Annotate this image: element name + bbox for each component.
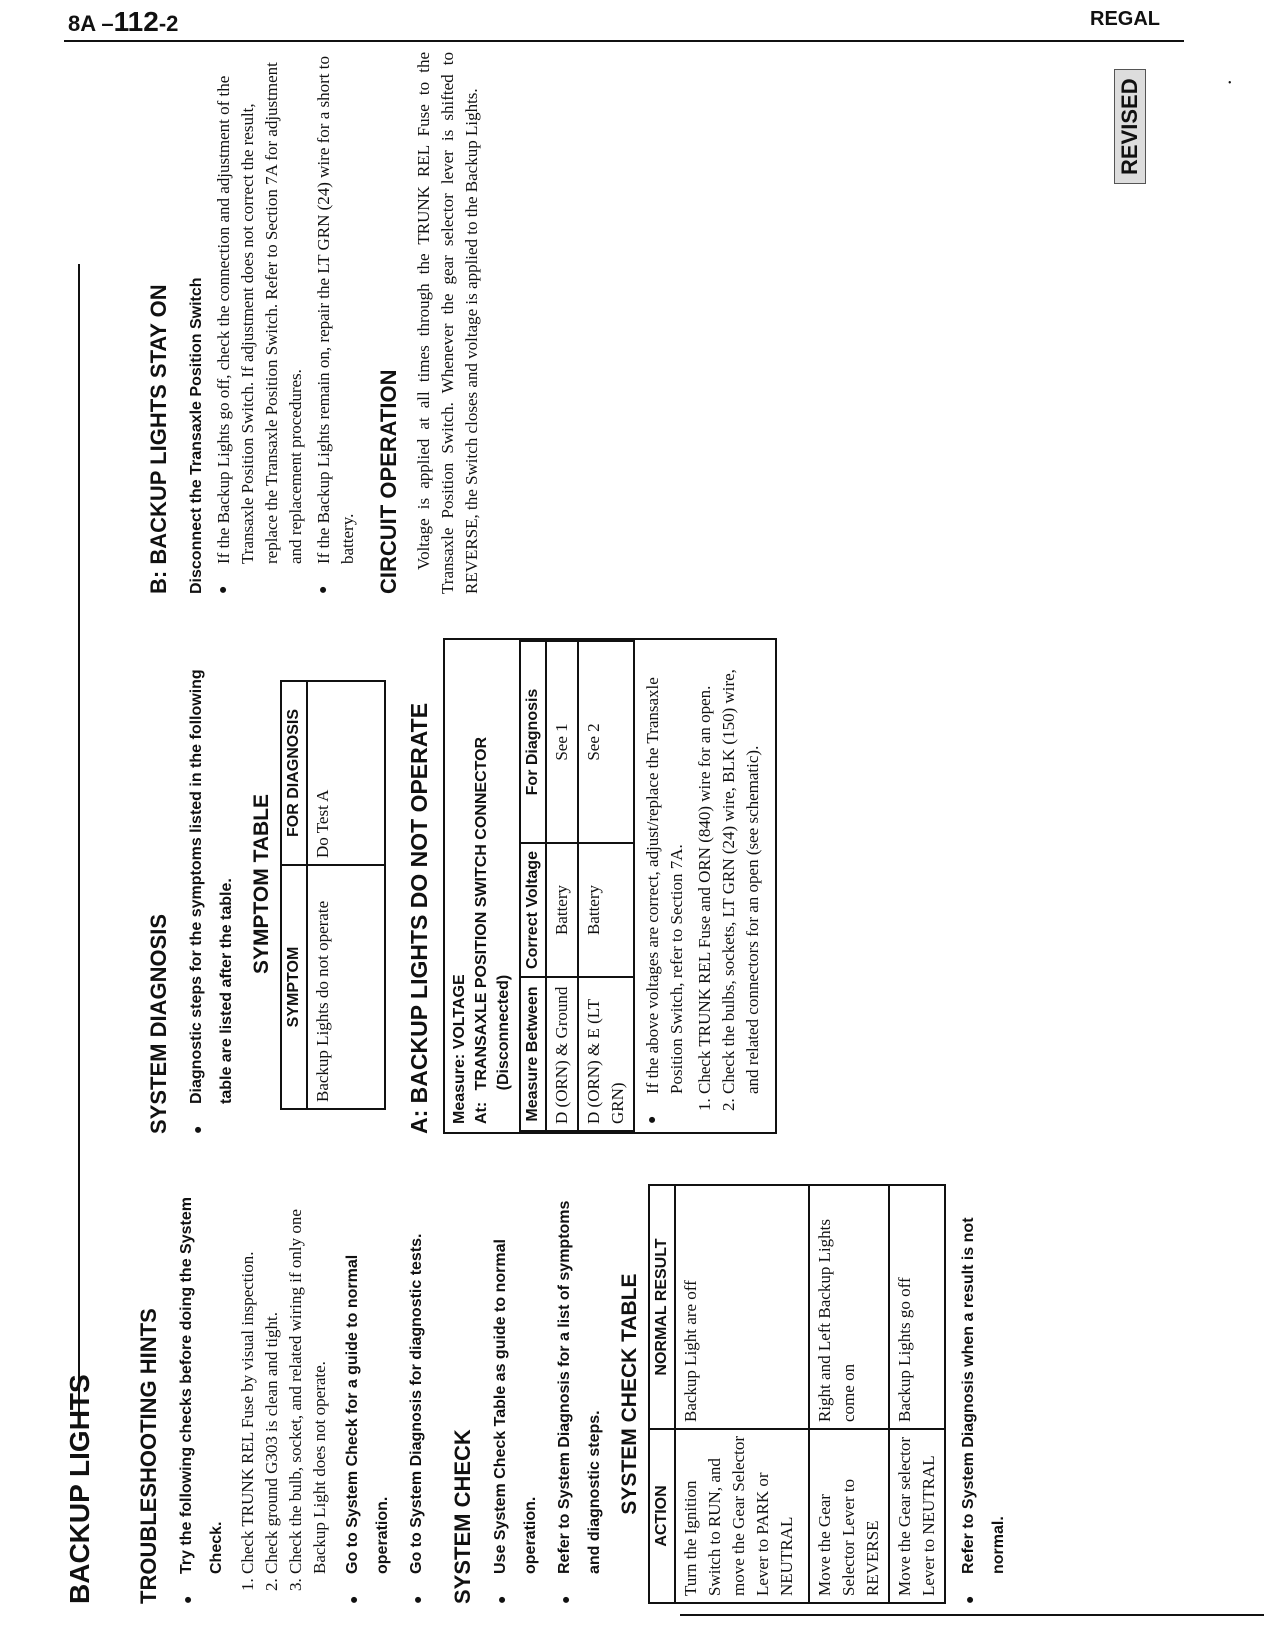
result-cell: Right and Left Backup Lights come on: [809, 1185, 889, 1429]
table-row: [307, 681, 385, 1109]
margin-mark: •: [1228, 78, 1232, 89]
table-row: [809, 1185, 889, 1603]
step-1: 1. Check TRUNK REL Fuse by visual inspection.: [236, 1184, 260, 1574]
voltage-cell: Battery: [546, 843, 578, 977]
page-suffix: -2: [158, 11, 179, 36]
test-b-bullet-1: ● If the Backup Lights go off, check the connection and adjustment of the Transaxle Position Switch. If adjustment does not correct the result, replace the Transaxle Position Switch. Refer to Section 7A for adjustment and replacement procedures.: [212, 52, 308, 594]
result-cell: Backup Light are off: [675, 1185, 809, 1429]
between-cell: D (ORN) & Ground: [546, 977, 578, 1131]
voltage-cell: Battery: [578, 843, 634, 977]
step-2: 2. Check ground G303 is clean and tight.: [260, 1184, 284, 1574]
test-a-step-2: 2. Check the bulbs, sockets, LT GRN (24) wire, BLK (150) wire, and related connectors for an open (see schematic).: [717, 648, 765, 1094]
symptom-table: [280, 680, 386, 1110]
column-3: [64, 52, 1184, 594]
test-a-note: ● If the above voltages are correct, adjust/replace the Transaxle Position Switch, refer to Section 7A.: [641, 648, 689, 1124]
troubleshooting-bullet-2: ● Go to System Check for a guide to normal operation.: [338, 1184, 398, 1604]
circuit-operation-text: Voltage is applied at all times through the TRUNK REL Fuse to the Transaxle Position Switch. Whenever the gear selector lever is shifted to REVERSE, the Switch closes and voltage is applied to the Backup Lights.: [414, 52, 481, 594]
test-a-step-1: 1. Check TRUNK REL Fuse and ORN (840) wire for an open.: [693, 648, 717, 1094]
troubleshooting-bullet-3: ● Go to System Diagnosis for diagnostic tests.: [402, 1184, 432, 1604]
table-row: [546, 641, 578, 1131]
step-3: 3. Check the bulb, socket, and related wiring if only one Backup Light does not operate.: [284, 1184, 332, 1574]
col-for-diagnosis: For Diagnosis: [520, 641, 546, 843]
col-symptom: SYMPTOM: [281, 865, 307, 1109]
page-num: 112: [113, 6, 159, 37]
test-b-bullet-2: ● If the Backup Lights remain on, repair the LT GRN (24) wire for a short to battery.: [312, 52, 360, 594]
col-normal-result: NORMAL RESULT: [649, 1185, 675, 1429]
troubleshooting-title: TROUBLESHOOTING HINTS: [136, 1308, 161, 1604]
at-label: At:: [473, 1101, 490, 1124]
revised-stamp: REVISED: [1114, 69, 1146, 184]
at-value: TRANSAXLE POSITION SWITCH CONNECTOR (Disconnected): [473, 736, 512, 1091]
system-check-bullet-2: ● Refer to System Diagnosis for a list of symptoms and diagnostic steps.: [550, 1184, 610, 1604]
test-b-title: B: BACKUP LIGHTS STAY ON: [146, 284, 171, 594]
col-measure-between: Measure Between: [520, 977, 546, 1131]
measure-label: Measure: VOLTAGE: [451, 974, 468, 1124]
table-row: [889, 1185, 945, 1603]
action-cell: Turn the Ignition Switch to RUN, and move the Gear Selector Lever to PARK or NEUTRAL: [675, 1429, 809, 1603]
system-check-bullet-3: ● Refer to System Diagnosis when a result is not normal.: [954, 1184, 1014, 1604]
result-cell: Backup Lights go off: [889, 1185, 945, 1429]
action-cell: Move the Gear selector Lever to NEUTRAL: [889, 1429, 945, 1603]
rotated-page: [64, 52, 1184, 1604]
test-a-steps: [693, 648, 765, 1124]
test-a-box: [443, 638, 777, 1134]
system-check-bullet-1: ● Use System Check Table as guide to normal operation.: [486, 1184, 546, 1604]
model-name: REGAL: [1090, 8, 1160, 30]
system-diagnosis-bullet: ● Diagnostic steps for the symptoms listed in the following table are listed after the table.: [182, 634, 242, 1134]
system-check-table-title: SYSTEM CHECK TABLE: [618, 1273, 641, 1515]
page-number: [68, 6, 178, 38]
footer-rule: [680, 1614, 1264, 1616]
table-row: [578, 641, 634, 1131]
diagnosis-cell: Do Test A: [307, 681, 385, 865]
troubleshooting-intro: ● Try the following checks before doing the System Check.: [172, 1184, 232, 1604]
diag-cell: See 2: [578, 641, 634, 843]
symptom-cell: Backup Lights do not operate: [307, 865, 385, 1109]
column-1: [64, 1184, 1184, 1604]
col-action: ACTION: [649, 1429, 675, 1603]
symptom-table-title: SYMPTOM TABLE: [250, 793, 273, 975]
test-b-lead: Disconnect the Transaxle Position Switch: [188, 277, 205, 594]
page-title: BACKUP LIGHTS: [64, 1374, 95, 1604]
column-2: [64, 634, 1184, 1134]
section-label: 8A –: [68, 11, 114, 36]
troubleshooting-steps: [236, 1184, 332, 1604]
system-diagnosis-title: SYSTEM DIAGNOSIS: [146, 913, 171, 1134]
system-check-title: SYSTEM CHECK: [450, 1429, 475, 1604]
col-correct-voltage: Correct Voltage: [520, 843, 546, 977]
test-a-title: A: BACKUP LIGHTS DO NOT OPERATE: [406, 702, 432, 1134]
header-rule: [64, 40, 1184, 42]
voltage-table: [519, 640, 635, 1132]
col-for-diagnosis: FOR DIAGNOSIS: [281, 681, 307, 865]
circuit-operation-title: CIRCUIT OPERATION: [376, 369, 401, 594]
table-row: [675, 1185, 809, 1603]
action-cell: Move the Gear Selector Lever to REVERSE: [809, 1429, 889, 1603]
system-check-table: [648, 1184, 946, 1604]
diag-cell: See 1: [546, 641, 578, 843]
between-cell: D (ORN) & E (LT GRN): [578, 977, 634, 1131]
